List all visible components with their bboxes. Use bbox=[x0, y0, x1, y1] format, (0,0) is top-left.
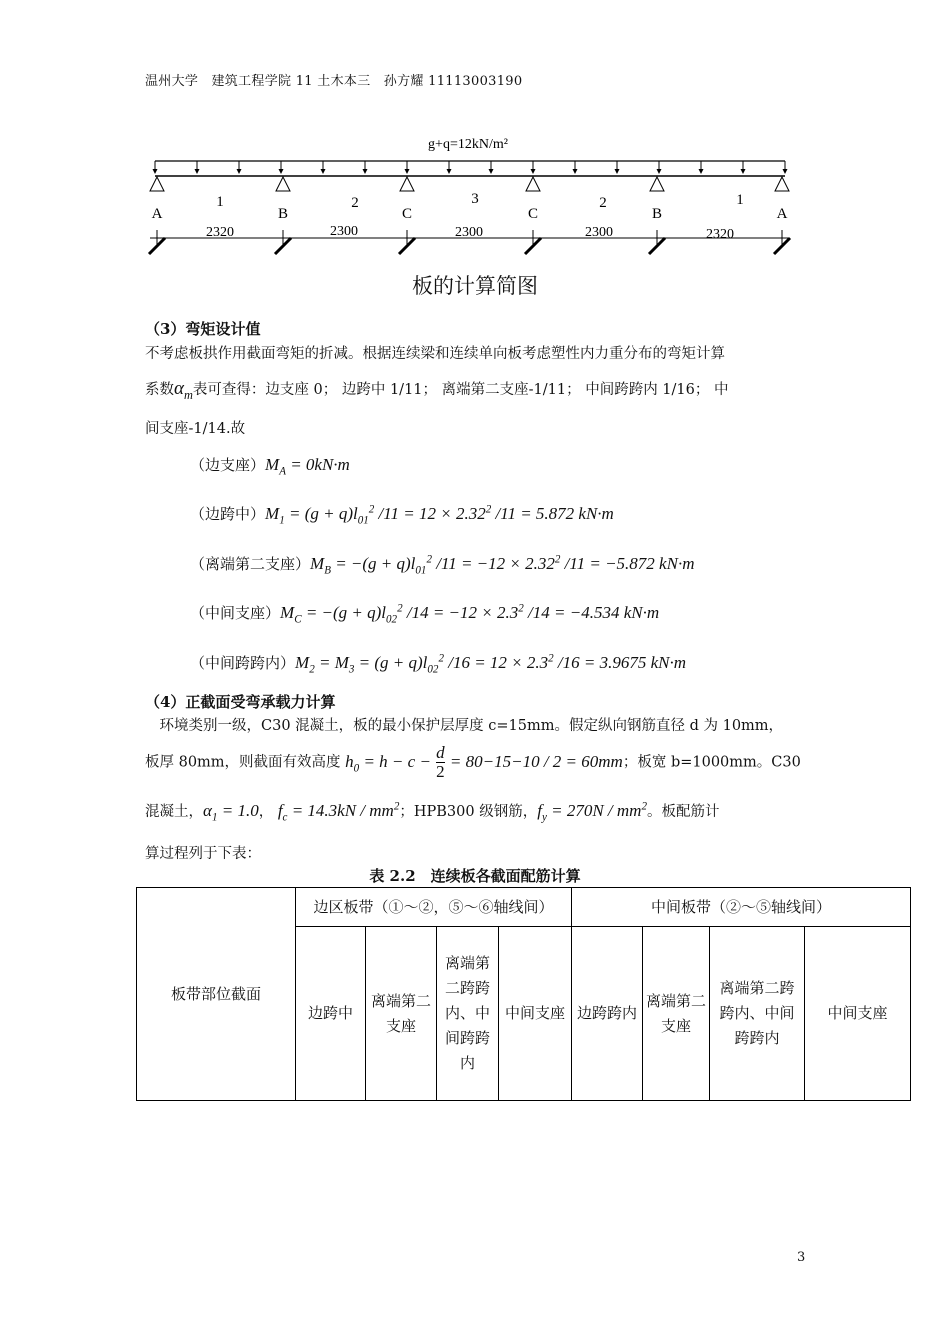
arrow-head bbox=[699, 169, 704, 174]
load-arrows bbox=[153, 161, 788, 174]
group-edge-strip: 边区板带（①～②，⑤～⑥轴线间） bbox=[296, 888, 572, 927]
equation-expr: $M_A = 0kN\cdot m$ bbox=[265, 455, 350, 478]
arrow-head bbox=[531, 169, 536, 174]
equation-label: （中间支座） bbox=[190, 604, 281, 622]
equation-row bbox=[190, 602, 659, 625]
dimension-label: 2300 bbox=[330, 224, 358, 239]
equation-expr: $M_C = -(g + q)l_{02}^2$ $/14 = -12 \times 2.3^2$ /14 = −4.534 kN·m bbox=[280, 602, 660, 626]
arrow-head bbox=[489, 169, 494, 174]
dimension-label: 2300 bbox=[585, 225, 613, 240]
h0-result: = 80−15−10 / 2 = 60mm bbox=[445, 751, 623, 771]
support-label: C bbox=[527, 206, 539, 222]
col-header: 离端第二跨跨内、中间跨跨内 bbox=[437, 927, 499, 1101]
arrow-head bbox=[279, 169, 284, 174]
beam-diagram bbox=[140, 130, 820, 270]
support-triangle bbox=[400, 177, 414, 191]
h0-expr: $h_0 = h - c$ − bbox=[345, 751, 436, 774]
support-triangle bbox=[650, 177, 664, 191]
section4-line2: 板厚 80mm，则截面有效高度 $h_0 = h - c$ − $\frac{d}{2}$ = 80−15−10 / 2 = 60mm；板宽 b=1000mm。C30 bbox=[145, 743, 801, 781]
equation-label: （边跨中） bbox=[190, 505, 266, 523]
reinforcement-table bbox=[136, 887, 911, 1101]
equation-label: （中间跨跨内） bbox=[190, 654, 296, 672]
col-header: 边跨跨内 bbox=[572, 927, 643, 1101]
support-triangle bbox=[276, 177, 290, 191]
arrow-head bbox=[363, 169, 368, 174]
span-label: 1 bbox=[736, 192, 744, 208]
col-header: 中间支座 bbox=[499, 927, 572, 1101]
arrow-head bbox=[783, 169, 788, 174]
dimension-label: 2300 bbox=[455, 225, 483, 240]
support-triangle bbox=[526, 177, 540, 191]
dimension-label: 2320 bbox=[706, 227, 734, 242]
equation-expr: $M_2 = M_3 = (g + q)l_{02}^2$ $/16 = 12 \times 2.3^2$ /16 = 3.9675 kN·m bbox=[295, 652, 687, 676]
arrow-head bbox=[447, 169, 452, 174]
section3-line2: 系数$\alpha_m$表可查得：边支座 0； 边跨中 1/11； 离端第二支座-1/11； 中间跨跨内 1/16； 中 bbox=[145, 378, 729, 402]
equation-row bbox=[190, 454, 350, 477]
supports bbox=[150, 177, 789, 222]
dimension-label: 2320 bbox=[206, 225, 234, 240]
equation-expr: $M_B = -(g + q)l_{01}^2$ $/11 = -12 \times 2.32^2$ /11 = −5.872 kN·m bbox=[310, 553, 695, 577]
page-number: 3 bbox=[797, 1250, 806, 1265]
col-header: 离端第二跨跨内、中间跨跨内 bbox=[710, 927, 805, 1101]
page-header: 温州大学 建筑工程学院 11 土木本三 孙方耀 11113003190 bbox=[145, 74, 523, 89]
col-header: 离端第二支座 bbox=[643, 927, 710, 1101]
arrow-head bbox=[237, 169, 242, 174]
equation-row bbox=[190, 553, 694, 576]
support-label: B bbox=[277, 206, 289, 222]
arrow-head bbox=[195, 169, 200, 174]
span-label: 3 bbox=[471, 191, 479, 207]
arrow-head bbox=[321, 169, 326, 174]
arrow-head bbox=[657, 169, 662, 174]
section3-line1: 不考虑板拱作用截面弯矩的折减。根据连续梁和连续单向板考虑塑性内力重分布的弯矩计算 bbox=[145, 346, 725, 362]
support-triangle bbox=[775, 177, 789, 191]
equation-row bbox=[190, 652, 686, 675]
section4-title: （4）正截面受弯承载力计算 bbox=[145, 693, 336, 711]
support-label: A bbox=[151, 206, 163, 222]
load-label: g+q=12kN/m² bbox=[428, 137, 508, 152]
section4-line1: 环境类别一级，C30 混凝土，板的最小保护层厚度 c=15mm。假定纵向钢筋直径 d 为 10mm， bbox=[145, 718, 784, 734]
support-triangle bbox=[150, 177, 164, 191]
col-header: 边跨中 bbox=[296, 927, 366, 1101]
section4-line3: 混凝土，$\alpha_1 = 1.0$， $f_c = 14.3kN / mm^2$；HPB300 级钢筋，$f_y = 270N / mm^2$。板配筋计 bbox=[145, 800, 720, 824]
span-label: 2 bbox=[351, 195, 359, 211]
span-label: 2 bbox=[599, 195, 607, 211]
arrow-head bbox=[741, 169, 746, 174]
section3-line3: 间支座-1/14.故 bbox=[145, 421, 246, 437]
span-label: 1 bbox=[216, 194, 224, 210]
equation-row bbox=[190, 503, 614, 526]
section4-line4: 算过程列于下表： bbox=[145, 846, 261, 862]
equation-label: （离端第二支座） bbox=[190, 555, 311, 573]
col-header: 离端第二支座 bbox=[366, 927, 437, 1101]
span-labels bbox=[216, 191, 744, 211]
section3-title: （3）弯矩设计值 bbox=[145, 320, 261, 338]
dimension-labels bbox=[206, 224, 734, 242]
table-caption: 表 2.2 连续板各截面配筋计算 bbox=[369, 867, 581, 885]
arrow-head bbox=[615, 169, 620, 174]
col-header: 中间支座 bbox=[805, 927, 911, 1101]
support-label: B bbox=[651, 206, 663, 222]
support-label: C bbox=[401, 206, 413, 222]
equation-label: （边支座） bbox=[190, 456, 266, 474]
diagram-caption: 板的计算简图 bbox=[412, 274, 538, 298]
arrow-head bbox=[573, 169, 578, 174]
equation-expr: $M_1 = (g + q)l_{01}^2$ $/11 = 12 \times 2.32^2$ /11 = 5.872 kN·m bbox=[265, 503, 614, 527]
arrow-head bbox=[405, 169, 410, 174]
arrow-head bbox=[153, 169, 158, 174]
support-label: A bbox=[776, 206, 788, 222]
row-header: 板带部位截面 bbox=[137, 888, 296, 1101]
group-middle-strip: 中间板带（②～⑤轴线间） bbox=[572, 888, 911, 927]
